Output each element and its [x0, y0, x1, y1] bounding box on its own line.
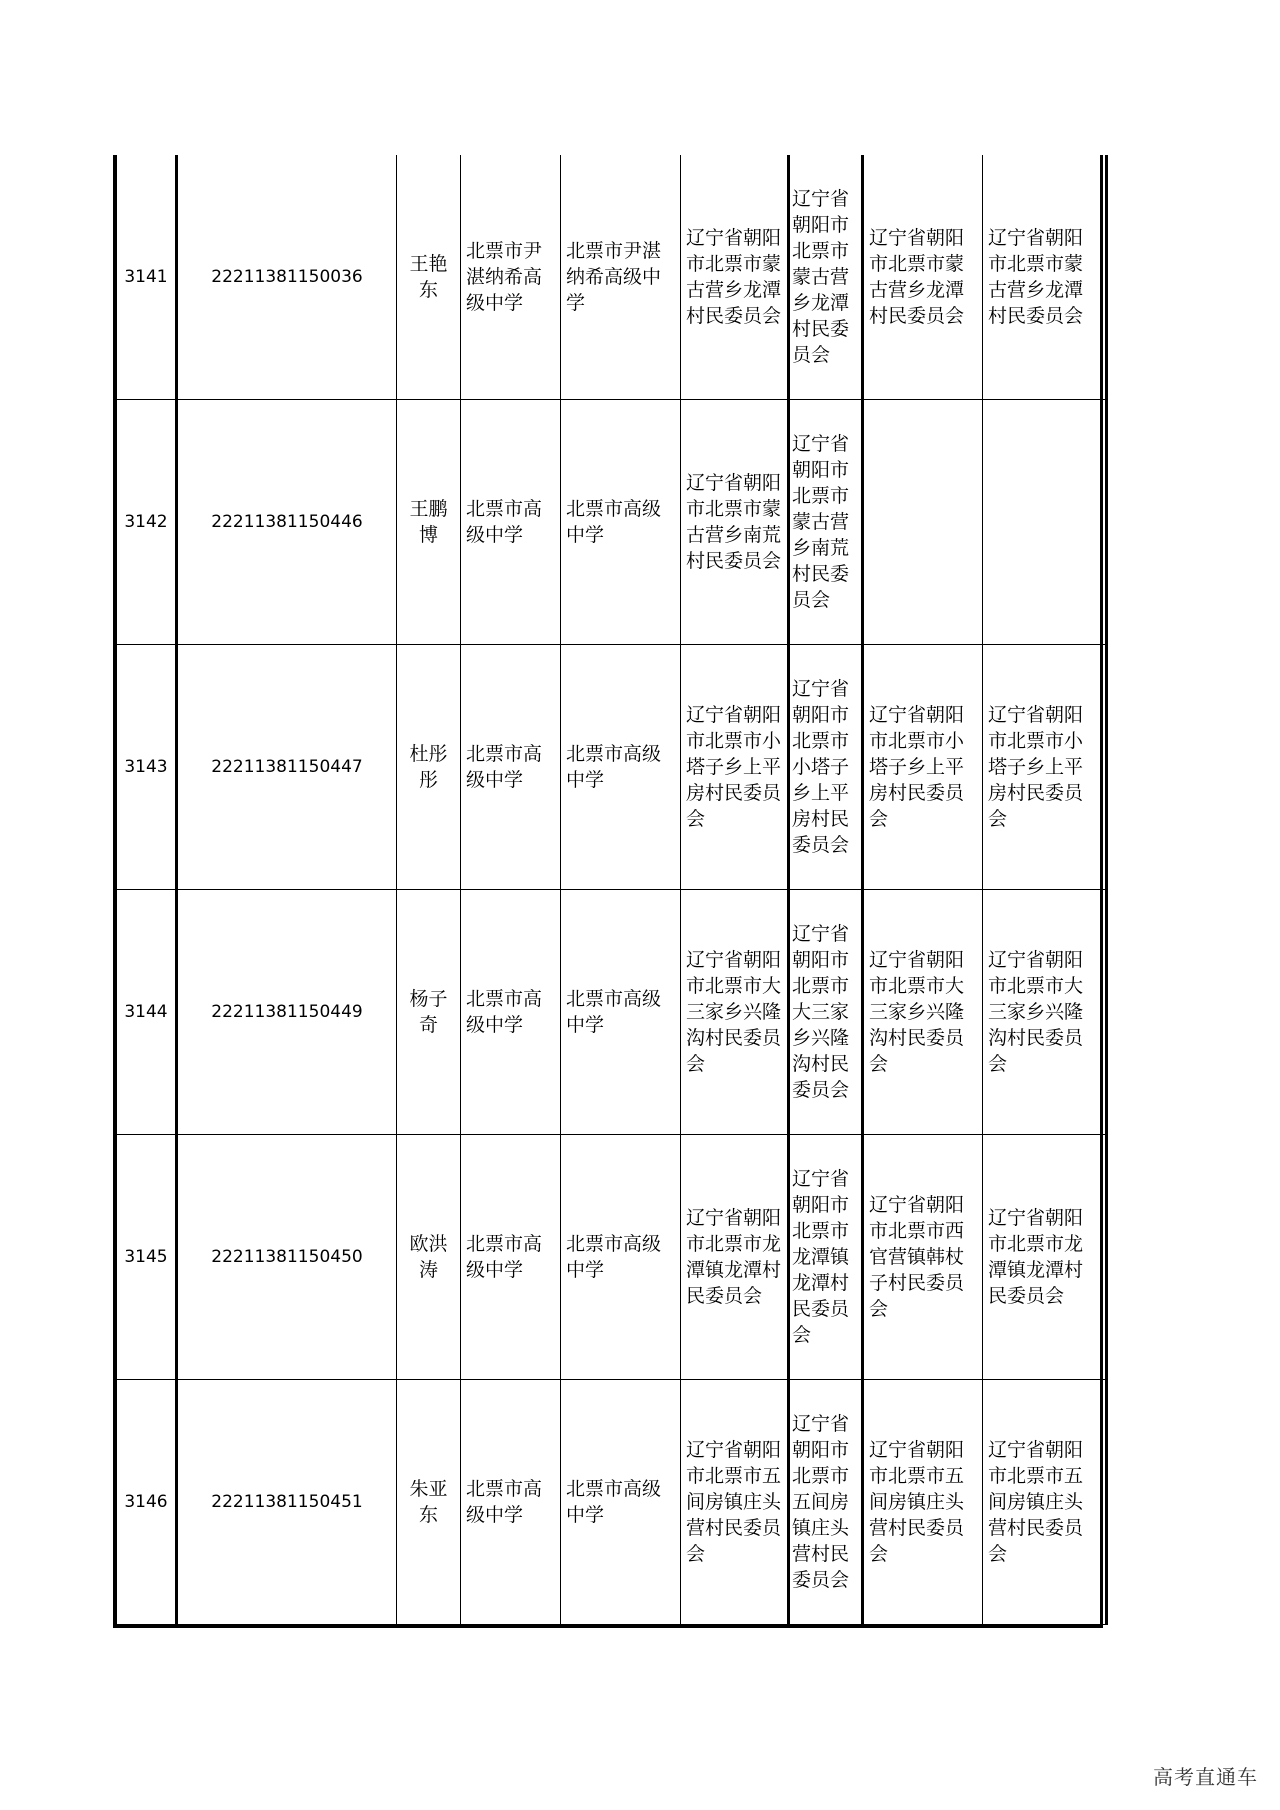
- mother-residence-cell: 辽宁省朝阳市北票市五间房镇庄头营村民委员会: [983, 1379, 1107, 1624]
- household-registration-cell: 辽宁省朝阳市北票市龙潭镇龙潭村民委员会: [789, 1134, 863, 1379]
- graduation-school-cell: 北票市尹湛纳希高级中学: [561, 155, 681, 399]
- sequence-number-cell: 3141: [117, 155, 177, 399]
- father-residence-cell: 辽宁省朝阳市北票市五间房镇庄头营村民委员会: [863, 1379, 983, 1624]
- mother-residence-cell: [983, 399, 1107, 644]
- household-registration-cell: 辽宁省朝阳市北票市小塔子乡上平房村民委员会: [789, 644, 863, 889]
- student-name-cell: 王艳东: [397, 155, 461, 399]
- school-cell: 北票市高级中学: [461, 399, 561, 644]
- household-registration-cell: 辽宁省朝阳市北票市蒙古营乡龙潭村民委员会: [789, 155, 863, 399]
- graduation-school-cell: 北票市高级中学: [561, 1379, 681, 1624]
- exam-id-cell: 22211381150449: [177, 889, 397, 1134]
- records-body: [117, 155, 1107, 1625]
- exam-id-cell: 22211381150447: [177, 644, 397, 889]
- father-residence-cell: 辽宁省朝阳市北票市小塔子乡上平房村民委员会: [863, 644, 983, 889]
- graduation-school-cell: 北票市高级中学: [561, 889, 681, 1134]
- graduation-school-cell: 北票市高级中学: [561, 1134, 681, 1379]
- watermark-logo: 高考直通车: [1153, 1765, 1258, 1789]
- household-registration-cell: 辽宁省朝阳市北票市五间房镇庄头营村民委员会: [789, 1379, 863, 1624]
- student-name-cell: 杨子奇: [397, 889, 461, 1134]
- father-residence-cell: 辽宁省朝阳市北票市蒙古营乡龙潭村民委员会: [863, 155, 983, 399]
- household-registration-cell: 辽宁省朝阳市北票市蒙古营乡南荒村民委员会: [789, 399, 863, 644]
- school-cell: 北票市高级中学: [461, 1379, 561, 1624]
- student-name-cell: 杜彤彤: [397, 644, 461, 889]
- school-cell: 北票市高级中学: [461, 644, 561, 889]
- sequence-number-cell: 3145: [117, 1134, 177, 1379]
- exam-id-cell: 22211381150450: [177, 1134, 397, 1379]
- residence-cell: 辽宁省朝阳市北票市蒙古营乡龙潭村民委员会: [681, 155, 789, 399]
- table-row: [117, 1379, 1107, 1624]
- residence-cell: 辽宁省朝阳市北票市大三家乡兴隆沟村民委员会: [681, 889, 789, 1134]
- residence-cell: 辽宁省朝阳市北票市蒙古营乡南荒村民委员会: [681, 399, 789, 644]
- table-row: [117, 1134, 1107, 1379]
- mother-residence-cell: 辽宁省朝阳市北票市小塔子乡上平房村民委员会: [983, 644, 1107, 889]
- sequence-number-cell: 3143: [117, 644, 177, 889]
- mother-residence-cell: 辽宁省朝阳市北票市蒙古营乡龙潭村民委员会: [983, 155, 1107, 399]
- exam-id-cell: 22211381150451: [177, 1379, 397, 1624]
- sequence-number-cell: 3144: [117, 889, 177, 1134]
- school-cell: 北票市尹湛纳希高级中学: [461, 155, 561, 399]
- table-row: [117, 889, 1107, 1134]
- father-residence-cell: 辽宁省朝阳市北票市大三家乡兴隆沟村民委员会: [863, 889, 983, 1134]
- table-row: [117, 399, 1107, 644]
- household-registration-cell: 辽宁省朝阳市北票市大三家乡兴隆沟村民委员会: [789, 889, 863, 1134]
- school-cell: 北票市高级中学: [461, 1134, 561, 1379]
- father-residence-cell: [863, 399, 983, 644]
- sequence-number-cell: 3142: [117, 399, 177, 644]
- student-name-cell: 朱亚东: [397, 1379, 461, 1624]
- student-name-cell: 王鹏博: [397, 399, 461, 644]
- table-row: [117, 155, 1107, 399]
- father-residence-cell: 辽宁省朝阳市北票市西官营镇韩杖子村民委员会: [863, 1134, 983, 1379]
- mother-residence-cell: 辽宁省朝阳市北票市大三家乡兴隆沟村民委员会: [983, 889, 1107, 1134]
- sequence-number-cell: 3146: [117, 1379, 177, 1624]
- graduation-school-cell: 北票市高级中学: [561, 399, 681, 644]
- records-sheet: [113, 155, 1103, 1628]
- mother-residence-cell: 辽宁省朝阳市北票市龙潭镇龙潭村民委员会: [983, 1134, 1107, 1379]
- exam-id-cell: 22211381150446: [177, 399, 397, 644]
- student-name-cell: 欧洪涛: [397, 1134, 461, 1379]
- residence-cell: 辽宁省朝阳市北票市小塔子乡上平房村民委员会: [681, 644, 789, 889]
- school-cell: 北票市高级中学: [461, 889, 561, 1134]
- table-row: [117, 644, 1107, 889]
- exam-id-cell: 22211381150036: [177, 155, 397, 399]
- records-table: [116, 155, 1108, 1625]
- graduation-school-cell: 北票市高级中学: [561, 644, 681, 889]
- residence-cell: 辽宁省朝阳市北票市五间房镇庄头营村民委员会: [681, 1379, 789, 1624]
- residence-cell: 辽宁省朝阳市北票市龙潭镇龙潭村民委员会: [681, 1134, 789, 1379]
